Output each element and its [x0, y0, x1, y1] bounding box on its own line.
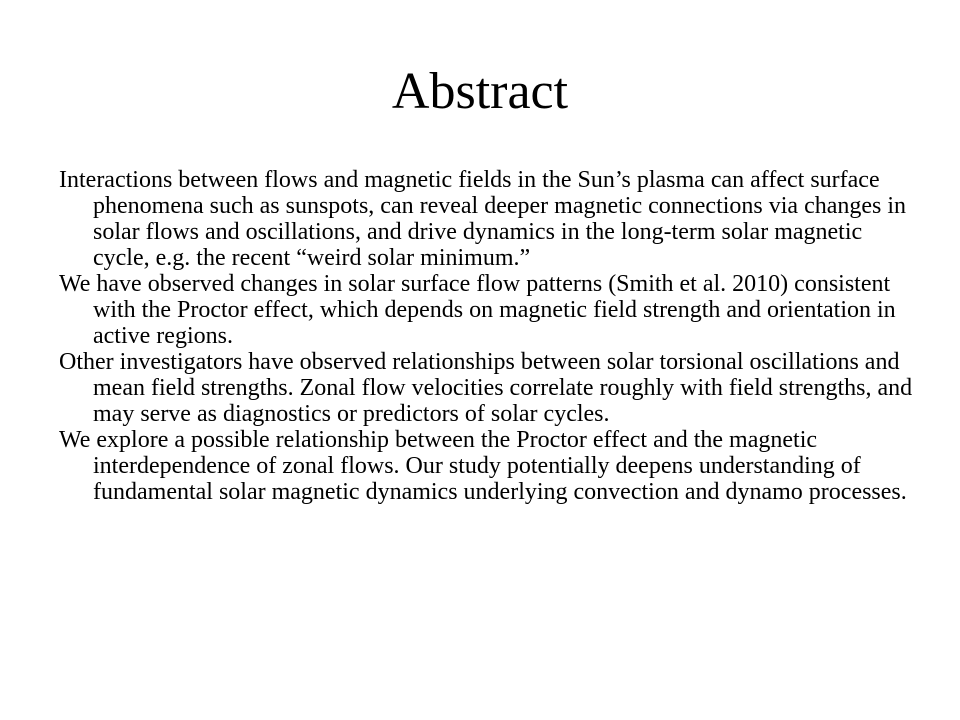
abstract-paragraph: Other investigators have observed relationships between solar torsional oscillations and mean field strengths. Zonal flow velocities correlate roughly with field strengths, and may serve as diagnostics or predictors of solar cycles.: [59, 349, 913, 427]
abstract-paragraph: Interactions between flows and magnetic fields in the Sun’s plasma can affect surface phenomena such as sunspots, can reveal deeper magnetic connections via changes in solar flows and oscillations, and drive dynamics in the long-term solar magnetic cycle, e.g. the recent “weird solar minimum.”: [59, 167, 907, 271]
abstract-paragraph: We explore a possible relationship between the Proctor effect and the magnetic interdependence of zonal flows. Our study potentially deepens understanding of fundamental solar magnetic dynamics underlying convection and dynamo processes.: [59, 427, 907, 505]
abstract-body: [59, 167, 919, 505]
slide-title: Abstract: [391, 63, 569, 120]
abstract-paragraph: We have observed changes in solar surface flow patterns (Smith et al. 2010) consistent with the Proctor effect, which depends on magnetic field strength and orientation in active regions.: [59, 271, 896, 349]
